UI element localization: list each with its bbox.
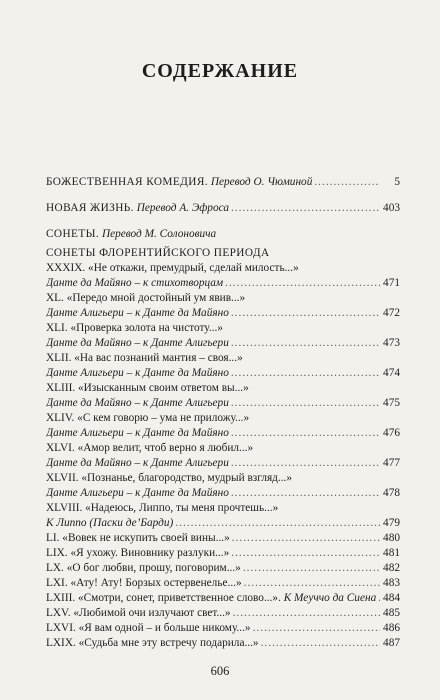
sonnet-attribution-line	[46, 516, 400, 531]
leader-dots	[231, 546, 380, 561]
leader-dots	[314, 175, 380, 190]
sonnet-attribution-line	[46, 396, 400, 411]
sonnet-entry	[46, 636, 400, 651]
entry-page: 480	[383, 532, 400, 544]
sonnet-attribution: Данте Алигьери – к Данте да Майяно	[46, 367, 229, 379]
entry-translator: Перевод О. Чюминой	[210, 176, 313, 188]
sonnet-attribution: Данте да Майяно – к стихотворцам	[46, 277, 224, 289]
entry-translator: Перевод М. Солоновича	[101, 228, 217, 240]
sonnet-attribution-line	[46, 456, 400, 471]
toc-entry	[46, 201, 400, 216]
sonnet-title: XLVIII. «Надеюсь, Липпо, ты меня прочтешь...»	[46, 502, 279, 514]
leader-dots	[231, 486, 380, 501]
entry-page: 472	[383, 307, 400, 319]
sonnet-attribution: Данте Алигьери – к Данте да Майяно	[46, 307, 229, 319]
entry-title: НОВАЯ ЖИЗНЬ.	[46, 202, 134, 214]
entry-translator: Перевод А. Эфроса	[136, 202, 229, 214]
sonnet-attribution: К Липпо (Паски де’Барди)	[46, 517, 174, 529]
sonnet-attribution: Данте да Майяно – к Данте Алигьери	[46, 397, 229, 409]
sonnet-attribution-line	[46, 276, 400, 291]
leader-dots	[261, 636, 380, 651]
sonnet-title: XLIV. «С кем говорю – ума не приложу...»	[46, 412, 250, 424]
entry-title: СОНЕТЫ.	[46, 228, 100, 240]
leader-dots	[244, 576, 380, 591]
sonnet-attribution: Данте Алигьери – к Данте да Майяно	[46, 427, 229, 439]
entry-page: 403	[383, 202, 400, 214]
sonnet-title: XXXIX. «Не откажи, премудрый, сделай милость...»	[46, 262, 299, 274]
sonnet-title-line	[46, 321, 400, 336]
toc-entry	[46, 175, 400, 190]
sonnet-title-line	[46, 351, 400, 366]
entry-page: 471	[383, 277, 400, 289]
leader-dots	[225, 276, 380, 291]
entry-page: 475	[383, 397, 400, 409]
sonnet-attribution: Данте да Майяно – к Данте Алигьери	[46, 337, 229, 349]
sonnet-title: LI. «Вовек не искупить своей вины...»	[46, 532, 230, 544]
sonnet-entry	[46, 591, 400, 606]
entry-page: 5	[394, 176, 400, 188]
leader-dots	[231, 456, 380, 471]
entry-page: 476	[383, 427, 400, 439]
sonnet-title: XLI. «Проверка золота на чистоту...»	[46, 322, 223, 334]
sonnet-entry	[46, 546, 400, 561]
entry-page: 487	[383, 637, 400, 649]
toc-section-heading	[46, 246, 400, 261]
sonnet-entry	[46, 621, 400, 636]
sonnet-title: LXV. «Любимой очи излучают свет...»	[46, 607, 231, 619]
leader-dots	[231, 336, 380, 351]
leader-dots	[231, 426, 380, 441]
sonnet-title: LXVI. «Я вам одной – и больше никому...»	[46, 622, 251, 634]
sonnet-title-line	[46, 441, 400, 456]
leader-dots	[175, 516, 380, 531]
entry-page: 477	[383, 457, 400, 469]
sonnet-title-line	[46, 291, 400, 306]
sonnet-attribution-line	[46, 366, 400, 381]
leader-dots	[231, 366, 380, 381]
sonnet-list	[46, 261, 400, 531]
leader-dots	[231, 201, 380, 216]
sonnet-title: LIX. «Я ухожу. Виновнику разлуки...»	[46, 547, 230, 559]
sonnet-title: LXIX. «Судьба мне эту встречу подарила...»	[46, 637, 259, 649]
entry-page: 482	[383, 562, 400, 574]
sonnet-title-line	[46, 261, 400, 276]
entry-page: 484	[383, 592, 400, 604]
leader-dots	[253, 621, 380, 636]
leader-dots	[378, 591, 380, 606]
sonnet-title: XL. «Передо мной достойный ум явив...»	[46, 292, 246, 304]
sonnet-attribution: Данте Алигьери – к Данте да Майяно	[46, 487, 229, 499]
sonnet-attribution-line	[46, 306, 400, 321]
sonnet-attribution-line	[46, 486, 400, 501]
sonnet-title-line	[46, 501, 400, 516]
page-number: 606	[210, 664, 230, 678]
leader-dots	[231, 306, 380, 321]
sonnet-attribution-line	[46, 336, 400, 351]
entry-page: 478	[383, 487, 400, 499]
sonnet-title: LXI. «Ату! Ату! Борзых остервенелье...»	[46, 577, 242, 589]
sonnet-title: XLVII. «Познанье, благородство, мудрый взгляд...»	[46, 472, 293, 484]
entry-page: 485	[383, 607, 400, 619]
leader-dots	[243, 561, 380, 576]
leader-dots	[232, 531, 380, 546]
sonnet-title: XLIII. «Изысканным своим ответом вы...»	[46, 382, 249, 394]
sonnet-title-line	[46, 411, 400, 426]
entry-title: БОЖЕСТВЕННАЯ КОМЕДИЯ.	[46, 176, 208, 188]
toc-entry	[46, 227, 400, 242]
sonnet-entry	[46, 561, 400, 576]
sonnet-title-line	[46, 471, 400, 486]
sonnet-entry	[46, 606, 400, 621]
section-title: СОНЕТЫ ФЛОРЕНТИЙСКОГО ПЕРИОДА	[46, 247, 270, 259]
page-title: СОДЕРЖАНИЕ	[141, 60, 299, 82]
entry-page: 481	[383, 547, 400, 559]
sonnet-title: XLVI. «Амор велит, чтоб верно я любил...»	[46, 442, 254, 454]
sonnet-entry	[46, 531, 400, 546]
sonnet-dedication: К Меуччо да Сиена	[283, 592, 377, 604]
sonnet-attribution: Данте да Майяно – к Данте Алигьери	[46, 457, 229, 469]
sonnet-title: XLII. «На вас познаний мантия – своя...»	[46, 352, 243, 364]
sonnet-title: LX. «О бог любви, прошу, поговорим...»	[46, 562, 241, 574]
entry-page: 473	[383, 337, 400, 349]
entry-page: 483	[383, 577, 400, 589]
leader-dots	[231, 396, 380, 411]
sonnet-entry	[46, 576, 400, 591]
table-of-contents	[46, 175, 400, 651]
entry-page: 479	[383, 517, 400, 529]
sonnet-title-line	[46, 381, 400, 396]
entry-page: 474	[383, 367, 400, 379]
sonnet-attribution-line	[46, 426, 400, 441]
single-list	[46, 531, 400, 651]
leader-dots	[233, 606, 380, 621]
sonnet-title: LXIII. «Смотри, сонет, приветственное слово...».	[46, 592, 281, 604]
entry-page: 486	[383, 622, 400, 634]
